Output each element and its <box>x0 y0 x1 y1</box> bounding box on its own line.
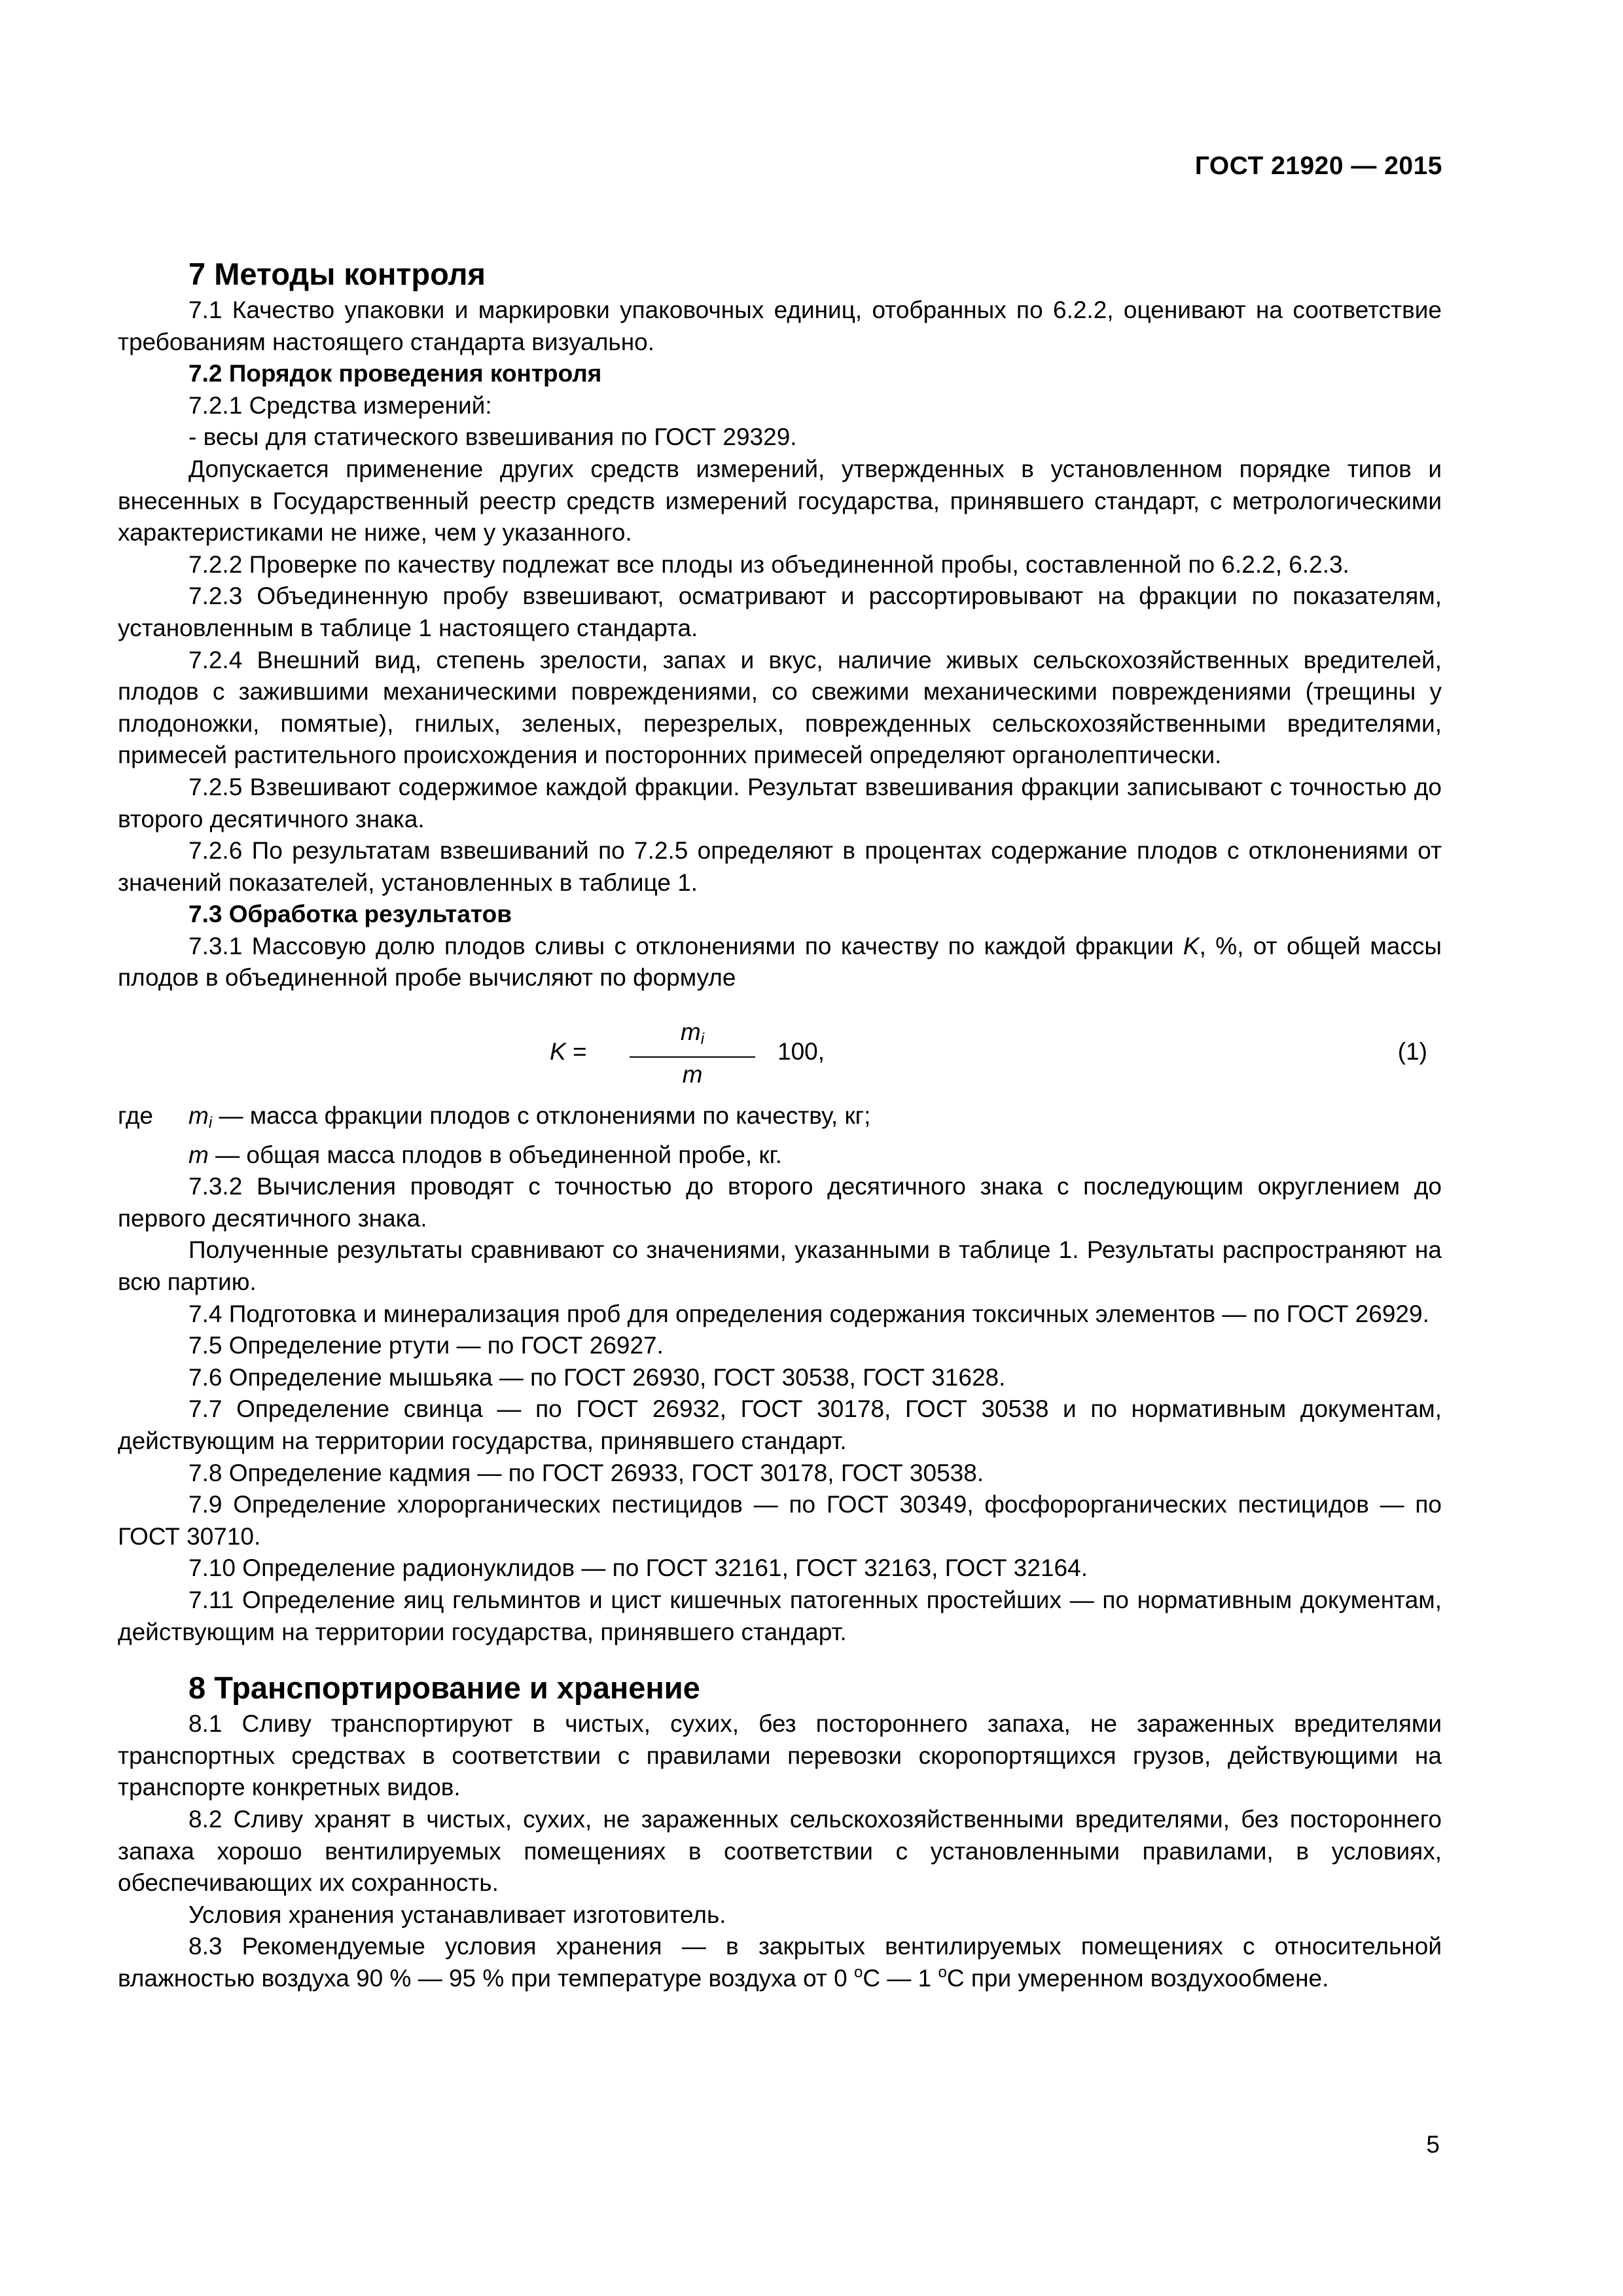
section-8-title: 8 Транспортирование и хранение <box>188 1670 700 1706</box>
paragraph-8-3 <box>118 1931 1442 1994</box>
formula-rhs: 100, <box>777 1038 825 1066</box>
paragraph-7-2-3: 7.2.3 Объединенную пробу взвешивают, осматривают и рассортировывают на фракции по показателям, установленным в таблице 1 настоящего стандарта. <box>118 583 1442 641</box>
page-number: 5 <box>1426 2131 1440 2158</box>
formula-lhs <box>550 1036 587 1068</box>
paragraph-7-5: 7.5 Определение ртути — по ГОСТ 26927. <box>188 1332 664 1359</box>
paragraph-7-3-2: 7.3.2 Вычисления проводят с точностью до второго десятичного знака с последующим округлением до первого десятичного знака. <box>118 1173 1442 1232</box>
legend-sub-i: i <box>208 1114 213 1132</box>
paragraph-7-3-1 <box>118 931 1442 994</box>
formula-numerator <box>630 1016 755 1055</box>
legend-text-m: — общая масса плодов в объединенной пробе, кг. <box>208 1141 782 1168</box>
paragraph-8-2-conditions: Условия хранения устанавливает изготовитель. <box>188 1901 726 1928</box>
heading-7-3: 7.3 Обработка результатов <box>188 901 512 928</box>
numerator-var: m <box>680 1018 701 1046</box>
formula-denominator: m <box>682 1061 703 1088</box>
paragraph-7-2-5: 7.2.5 Взвешивают содержимое каждой фракции. Результат взвешивания фракции записывают с точностью до второго десятичного знака. <box>118 773 1442 833</box>
legend-text-mi: — масса фракции плодов с отклонениями по качеству, кг; <box>212 1102 871 1130</box>
paragraph-7-7: 7.7 Определение свинца — по ГОСТ 26932, ГОСТ 30178, ГОСТ 30538 и по нормативным документам, действующим на территории государства, принявшего стандарт. <box>118 1395 1442 1454</box>
legend-line-m <box>118 1139 1442 1172</box>
paragraph-8-3-mid: С — 1 <box>863 1964 938 1992</box>
paragraph-7-3-2-results: Полученные результаты сравнивают со значениями, указанными в таблице 1. Результаты распространяют на всю партию. <box>118 1236 1442 1296</box>
paragraph-7-6: 7.6 Определение мышьяка — по ГОСТ 26930, ГОСТ 30538, ГОСТ 31628. <box>188 1363 1006 1391</box>
document-header: ГОСТ 21920 — 2015 <box>1194 152 1442 180</box>
paragraph-7-9: 7.9 Определение хлорорганических пестицидов — по ГОСТ 30349, фосфорорганических пестицидов — по ГОСТ 30710. <box>118 1491 1442 1550</box>
paragraph-7-4: 7.4 Подготовка и минерализация проб для определения содержания токсичных элементов — по ГОСТ 26929. <box>188 1300 1429 1327</box>
paragraph-7-11: 7.11 Определение яиц гельминтов и цист кишечных патогенных простейших — по нормативным документам, действующим на территории государства, принявшего стандарт. <box>118 1586 1442 1645</box>
formula-legend <box>118 1100 1442 1171</box>
formula-number: (1) <box>1397 1038 1427 1066</box>
degree-symbol-1: o <box>853 1963 863 1981</box>
list-item-scales: - весы для статического взвешивания по ГОСТ 29329. <box>188 423 797 451</box>
formula-1 <box>118 1016 1442 1087</box>
paragraph-7-8: 7.8 Определение кадмия — по ГОСТ 26933, ГОСТ 30178, ГОСТ 30538. <box>188 1459 984 1486</box>
paragraph-8-2: 8.2 Сливу хранят в чистых, сухих, не зараженных сельскохозяйственными вредителями, без постороннего запаха хорошо вентилируемых помещениях в соответствии с установленными правилами, в условиях, обеспечивающих их сохранность. <box>118 1805 1442 1897</box>
paragraph-7-2-2: 7.2.2 Проверке по качеству подлежат все плоды из объединенной пробы, составленной по 6.2.2, 6.2.3. <box>188 550 1349 578</box>
paragraph-8-3-end: С при умеренном воздухообмене. <box>946 1964 1329 1992</box>
paragraph-7-2-1: 7.2.1 Средства измерений: <box>188 391 492 419</box>
paragraph-7-10: 7.10 Определение радионуклидов — по ГОСТ 32161, ГОСТ 32163, ГОСТ 32164. <box>188 1554 1088 1582</box>
degree-symbol-2: o <box>938 1963 947 1981</box>
section-7-title: 7 Методы контроля <box>188 257 486 291</box>
legend-line-mi <box>118 1100 1442 1139</box>
paragraph-7-2-1-note: Допускается применение других средств измерений, утвержденных в установленном порядке типов и внесенных в Государственный реестр средств измерений государства, принявшего стандарт, с метрологическими характеристиками не ниже, чем у указанного. <box>118 455 1442 547</box>
legend-var-m: m <box>188 1102 209 1130</box>
where-label: где <box>118 1102 154 1130</box>
formula-lhs-var: K <box>550 1038 566 1066</box>
paragraph-7-1: 7.1 Качество упаковки и маркировки упаковочных единиц, отобранных по 6.2.2, оценивают на соответствие требованиям настоящего стандарта визуально. <box>118 296 1442 355</box>
heading-7-2: 7.2 Порядок проведения контроля <box>188 360 602 387</box>
paragraph-7-2-4: 7.2.4 Внешний вид, степень зрелости, запах и вкус, наличие живых сельскохозяйственных вредителей, плодов с зажившими механическими повреждениями, со свежими механическими повреждениями (трещины у плодоножки, помятые), гнилых, зеленых, перезрелых, поврежденных сельскохозяйственными вредителями, примесей растительного происхождения и посторонних примесей определяют органолептически. <box>118 646 1442 769</box>
paragraph-7-3-1-end: , %, от общей массы плодов в объединенной пробе вычисляют по формуле <box>118 932 1442 992</box>
page-content <box>118 254 1442 1995</box>
variable-k: K <box>1183 932 1200 960</box>
formula-equals: = <box>565 1038 587 1066</box>
paragraph-8-3-start: 8.3 Рекомендуемые условия хранения — в закрытых вентилируемых помещениях с относительной влажностью воздуха 90 % — 95 % при температуре воздуха от 0 <box>118 1933 1442 1992</box>
paragraph-8-1: 8.1 Сливу транспортируют в чистых, сухих, без постороннего запаха, не зараженных вредителями транспортных средствах в соответствии с правилами перевозки скоропортящихся грузов, действующими на транспорте конкретных видов. <box>118 1710 1442 1801</box>
fraction-bar <box>630 1056 755 1058</box>
paragraph-7-3-1-start: 7.3.1 Массовую долю плодов сливы с отклонениями по качеству по каждой фракции <box>188 932 1183 960</box>
formula-fraction <box>630 1016 755 1090</box>
paragraph-7-2-6: 7.2.6 По результатам взвешиваний по 7.2.5 определяют в процентах содержание плодов с отклонениями от значений показателей, установленных в таблице 1. <box>118 837 1442 896</box>
numerator-subscript: i <box>700 1030 705 1049</box>
legend-var-m2: m <box>188 1141 209 1168</box>
